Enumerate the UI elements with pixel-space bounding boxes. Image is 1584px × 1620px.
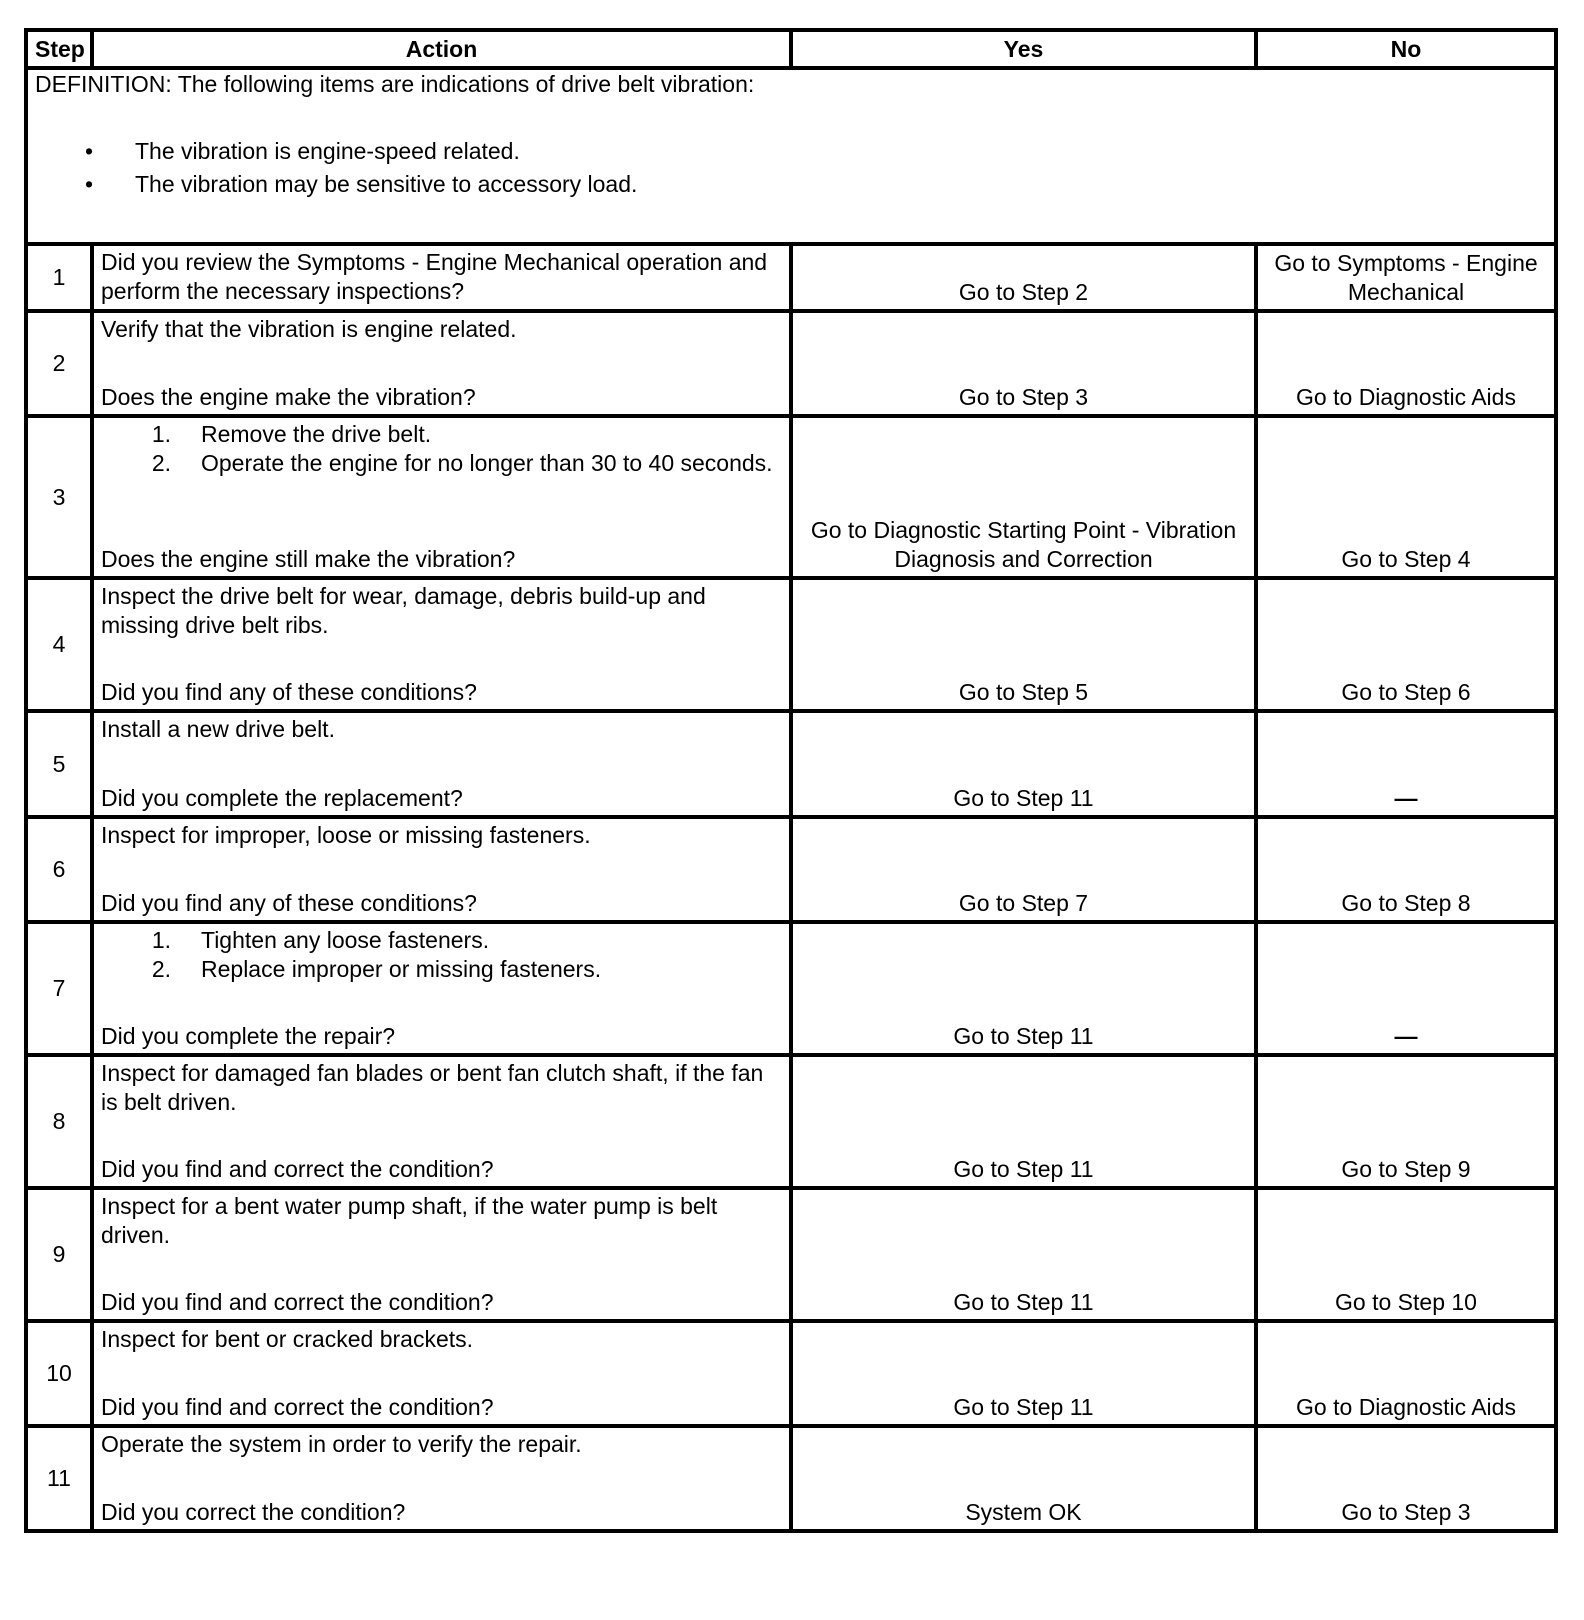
no-cell [1256, 416, 1556, 578]
action-cell [92, 1188, 791, 1321]
action-content [101, 713, 782, 815]
definition-item-text: The vibration may be sensitive to accessory load. [135, 171, 638, 197]
action-text [101, 924, 782, 984]
yes-cell [791, 922, 1256, 1055]
action-content [101, 246, 782, 309]
no-answer: Go to Step 6 [1341, 679, 1471, 705]
bullet-icon: • [85, 138, 94, 164]
yes-answer: Go to Step 11 [953, 1156, 1094, 1182]
action-question: Did you correct the condition? [101, 1499, 406, 1525]
header-yes: Yes [791, 30, 1256, 68]
no-answer: — [1394, 1023, 1418, 1049]
no-answer: Go to Diagnostic Aids [1296, 384, 1516, 410]
table-row [26, 1055, 1556, 1188]
action-content [101, 1428, 782, 1529]
action-question: Did you complete the repair? [101, 1023, 396, 1049]
action-text: Verify that the vibration is engine related. [101, 316, 517, 342]
step-number: 10 [26, 1321, 92, 1426]
yes-answer: Go to Step 11 [953, 1023, 1094, 1049]
table-row [26, 1188, 1556, 1321]
substep-text: Operate the engine for no longer than 30 to 40 seconds. [201, 450, 773, 476]
action-text: Inspect for bent or cracked brackets. [101, 1326, 474, 1352]
action-content [101, 819, 782, 920]
yes-answer: Go to Step 7 [958, 890, 1089, 916]
substep-text: Remove the drive belt. [201, 421, 432, 447]
header-action: Action [92, 30, 791, 68]
yes-cell [791, 244, 1256, 311]
substep-list [101, 926, 782, 984]
no-cell [1256, 1188, 1556, 1321]
substep-list [101, 420, 782, 478]
step-number: 2 [26, 311, 92, 416]
no-cell [1256, 578, 1556, 711]
no-cell [1256, 1426, 1556, 1531]
yes-cell [791, 416, 1256, 578]
table-row [26, 1426, 1556, 1531]
no-answer: Go to Step 3 [1341, 1499, 1471, 1525]
table-row [26, 311, 1556, 416]
action-text [101, 418, 782, 478]
action-text: Did you review the Symptoms - Engine Mechanical operation and perform the necessary inspections? [101, 249, 768, 304]
yes-answer: Go to Step 3 [958, 384, 1089, 410]
yes-answer: Go to Step 11 [953, 785, 1094, 811]
step-number: 5 [26, 711, 92, 817]
yes-cell [791, 578, 1256, 711]
action-question: Did you find and correct the condition? [101, 1156, 494, 1182]
substep-item [101, 449, 782, 478]
step-number: 7 [26, 922, 92, 1055]
table-row [26, 244, 1556, 311]
no-answer: Go to Step 4 [1341, 546, 1471, 572]
action-text: Inspect for a bent water pump shaft, if the water pump is belt driven. [101, 1193, 718, 1248]
no-answer: Go to Step 10 [1335, 1289, 1477, 1315]
substep-number: 1. [151, 421, 171, 447]
yes-cell [791, 1055, 1256, 1188]
action-text: Inspect the drive belt for wear, damage, debris build-up and missing drive belt ribs. [101, 583, 706, 638]
action-text: Install a new drive belt. [101, 716, 335, 742]
yes-cell [791, 817, 1256, 922]
action-question: Did you find and correct the condition? [101, 1394, 494, 1420]
header-row [26, 30, 1556, 68]
no-answer: Go to Step 8 [1341, 890, 1471, 916]
definition-list [35, 135, 1547, 201]
yes-cell [791, 711, 1256, 817]
definition-item [35, 135, 1547, 168]
action-cell [92, 711, 791, 817]
yes-answer: Go to Diagnostic Starting Point - Vibration Diagnosis and Correction [810, 517, 1237, 572]
yes-cell [791, 1426, 1256, 1531]
no-cell [1256, 1055, 1556, 1188]
substep-item [101, 926, 782, 955]
header-step: Step [26, 30, 92, 68]
action-question: Did you find any of these conditions? [101, 679, 477, 705]
table-row [26, 922, 1556, 1055]
substep-number: 1. [151, 927, 171, 953]
yes-answer: Go to Step 5 [958, 679, 1089, 705]
action-cell [92, 578, 791, 711]
yes-answer: Go to Step 2 [958, 279, 1089, 305]
action-content [101, 313, 782, 414]
no-cell [1256, 244, 1556, 311]
step-number: 3 [26, 416, 92, 578]
header-no: No [1256, 30, 1556, 68]
no-answer: — [1394, 785, 1418, 811]
table-row [26, 416, 1556, 578]
action-text: Inspect for improper, loose or missing fasteners. [101, 822, 591, 848]
action-cell [92, 817, 791, 922]
no-cell [1256, 1321, 1556, 1426]
definition-intro: DEFINITION: The following items are indications of drive belt vibration: [35, 71, 755, 97]
action-cell [92, 416, 791, 578]
substep-text: Replace improper or missing fasteners. [201, 956, 602, 982]
bullet-icon: • [85, 171, 94, 197]
action-question: Did you complete the replacement? [101, 785, 463, 811]
action-question: Does the engine make the vibration? [101, 384, 476, 410]
step-number: 8 [26, 1055, 92, 1188]
action-question: Did you find any of these conditions? [101, 890, 477, 916]
no-answer: Go to Step 9 [1341, 1156, 1471, 1182]
substep-item [101, 955, 782, 984]
action-cell [92, 1055, 791, 1188]
action-text: Inspect for damaged fan blades or bent fan clutch shaft, if the fan is belt driven. [101, 1060, 764, 1115]
step-number: 6 [26, 817, 92, 922]
table-row [26, 817, 1556, 922]
step-number: 9 [26, 1188, 92, 1321]
substep-number: 2. [151, 450, 171, 476]
action-cell [92, 922, 791, 1055]
step-number: 1 [26, 244, 92, 311]
no-cell [1256, 922, 1556, 1055]
substep-number: 2. [151, 956, 171, 982]
substep-text: Tighten any loose fasteners. [201, 927, 490, 953]
table-row [26, 578, 1556, 711]
action-text: Operate the system in order to verify the repair. [101, 1431, 582, 1457]
no-cell [1256, 311, 1556, 416]
diagnostic-table [24, 28, 1558, 1533]
action-cell [92, 244, 791, 311]
no-answer: Go to Symptoms - Engine Mechanical [1274, 250, 1538, 305]
action-cell [92, 1321, 791, 1426]
action-cell [92, 1426, 791, 1531]
action-content [101, 1190, 782, 1319]
action-content [101, 418, 782, 576]
table-row [26, 711, 1556, 817]
definition-item-text: The vibration is engine-speed related. [135, 138, 520, 164]
table-row [26, 1321, 1556, 1426]
action-content [101, 1323, 782, 1424]
action-content [101, 924, 782, 1053]
no-cell [1256, 711, 1556, 817]
yes-cell [791, 1321, 1256, 1426]
no-cell [1256, 817, 1556, 922]
definition-row [26, 68, 1556, 244]
action-question: Does the engine still make the vibration? [101, 546, 516, 572]
no-answer: Go to Diagnostic Aids [1296, 1394, 1516, 1420]
yes-cell [791, 311, 1256, 416]
yes-cell [791, 1188, 1256, 1321]
step-number: 11 [26, 1426, 92, 1531]
step-number: 4 [26, 578, 92, 711]
yes-answer: Go to Step 11 [953, 1394, 1094, 1420]
yes-answer: System OK [965, 1499, 1082, 1525]
substep-item [101, 420, 782, 449]
definition-item [35, 168, 1547, 201]
definition-cell [26, 68, 1556, 244]
action-content [101, 580, 782, 709]
action-cell [92, 311, 791, 416]
yes-answer: Go to Step 11 [953, 1289, 1094, 1315]
action-question: Did you find and correct the condition? [101, 1289, 494, 1315]
action-content [101, 1057, 782, 1186]
